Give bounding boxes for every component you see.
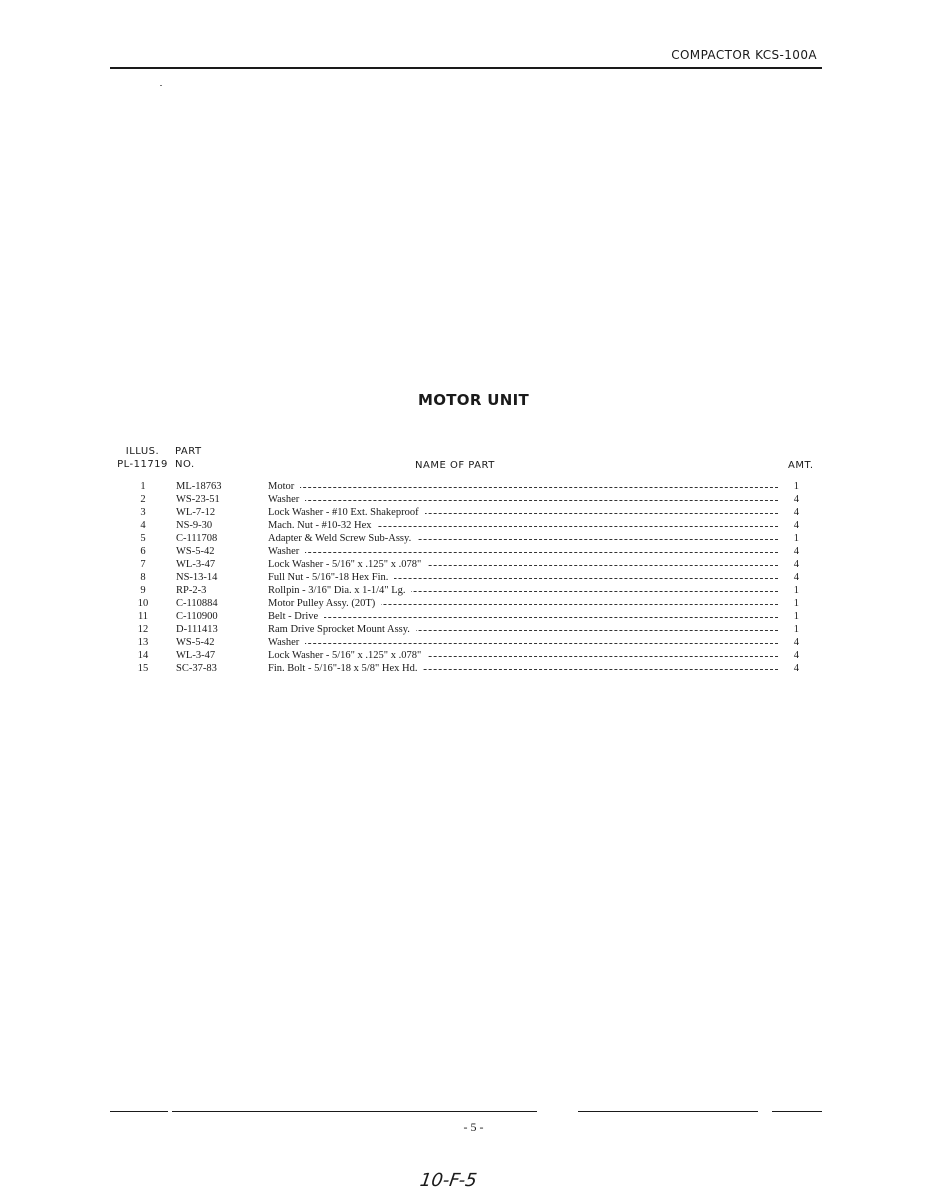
part-amount: 1 [793,611,799,622]
part-amount: 4 [793,572,799,583]
part-name-cell [268,506,778,519]
illus-number: 11 [137,611,149,622]
column-header-part [175,445,202,471]
part-name-cell [268,571,778,584]
part-amount: 4 [793,494,799,505]
table-row [0,545,947,558]
part-number: ML-18763 [176,481,222,492]
part-amount: 1 [793,624,799,635]
part-number: WS-5-42 [176,546,215,557]
section-title: MOTOR UNIT [418,391,529,409]
handwritten-note: 10-F-5 [418,1170,479,1191]
part-name: Fin. Bolt - 5/16"-18 x 5/8" Hex Hd. [268,663,423,674]
part-number: NS-13-14 [176,572,218,583]
part-name: Lock Washer - #10 Ext. Shakeproof [268,507,425,518]
column-header-illus [115,445,170,471]
illus-number: 15 [137,663,149,674]
part-name-cell [268,545,778,558]
footer-rule [772,1111,822,1112]
illus-number: 10 [137,598,149,609]
part-number: C-111708 [176,533,218,544]
part-number: D-111413 [176,624,218,635]
part-name: Motor [268,481,300,492]
footer-rule [110,1111,168,1112]
illus-number: 13 [137,637,149,648]
part-number: WL-3-47 [176,650,216,661]
illus-number: 12 [137,624,149,635]
table-row [0,506,947,519]
table-row [0,623,947,636]
illus-number: 14 [137,650,149,661]
table-row [0,662,947,675]
part-number: C-110900 [176,611,218,622]
table-row [0,519,947,532]
part-amount: 4 [793,507,799,518]
header-rule [110,67,822,69]
column-header-amt: AMT. [788,460,814,471]
part-name-cell [268,610,778,623]
part-name-cell [268,558,778,571]
part-number: WL-3-47 [176,559,216,570]
part-name: Lock Washer - 5/16" x .125" x .078" [268,650,427,661]
illus-number: 9 [140,585,146,596]
part-name: Adapter & Weld Screw Sub-Assy. [268,533,417,544]
table-row [0,558,947,571]
part-amount: 4 [793,637,799,648]
part-name: Lock Washer - 5/16" x .125" x .078" [268,559,427,570]
part-name-cell [268,623,778,636]
part-name-cell [268,636,778,649]
part-number: C-110884 [176,598,218,609]
part-name-cell [268,662,778,675]
part-name: Full Nut - 5/16"-18 Hex Fin. [268,572,394,583]
part-name: Washer [268,546,305,557]
illus-number: 6 [140,546,146,557]
table-row [0,480,947,493]
part-amount: 4 [793,520,799,531]
part-name: Rollpin - 3/16" Dia. x 1-1/4" Lg. [268,585,411,596]
column-header-illus-line2: PL-11719 [117,459,168,470]
part-number: NS-9-30 [176,520,213,531]
leader-line [268,487,778,488]
part-number: RP-2-3 [176,585,207,596]
illus-number: 7 [140,559,146,570]
page-number: - 5 - [463,1120,484,1134]
part-name-cell [268,584,778,597]
part-number: SC-37-83 [176,663,217,674]
part-name: Ram Drive Sprocket Mount Assy. [268,624,416,635]
illus-number: 1 [140,481,146,492]
column-header-illus-line1: ILLUS. [125,446,160,457]
part-amount: 1 [793,481,799,492]
page-header-title: COMPACTOR KCS-100A [671,48,817,62]
table-row [0,610,947,623]
table-row [0,584,947,597]
part-name-cell [268,519,778,532]
part-name-cell [268,493,778,506]
part-name-cell [268,649,778,662]
table-row [0,532,947,545]
leader-line [268,643,778,644]
illus-number: 3 [140,507,146,518]
table-row [0,636,947,649]
scan-speck [160,85,162,86]
table-row [0,649,947,662]
part-name: Washer [268,637,305,648]
table-row [0,493,947,506]
part-number: WS-5-42 [176,637,215,648]
part-number: WS-23-51 [176,494,220,505]
part-amount: 4 [793,650,799,661]
part-amount: 4 [793,559,799,570]
illus-number: 2 [140,494,146,505]
part-amount: 1 [793,598,799,609]
part-name: Motor Pulley Assy. (20T) [268,598,381,609]
footer-rule [578,1111,758,1112]
footer-rule [172,1111,537,1112]
table-row [0,571,947,584]
part-amount: 1 [793,585,799,596]
leader-line [268,552,778,553]
illus-number: 8 [140,572,146,583]
part-name-cell [268,480,778,493]
part-amount: 1 [793,533,799,544]
column-header-part-line2: NO. [175,459,195,470]
part-amount: 4 [793,663,799,674]
column-header-part-line1: PART [175,446,202,457]
part-number: WL-7-12 [176,507,216,518]
part-name: Washer [268,494,305,505]
part-name-cell [268,532,778,545]
part-amount: 4 [793,546,799,557]
column-header-name: NAME OF PART [415,460,495,471]
part-name: Belt - Drive [268,611,324,622]
leader-line [268,617,778,618]
illus-number: 5 [140,533,146,544]
illus-number: 4 [140,520,146,531]
leader-line [268,500,778,501]
part-name-cell [268,597,778,610]
part-name: Mach. Nut - #10-32 Hex [268,520,378,531]
table-row [0,597,947,610]
